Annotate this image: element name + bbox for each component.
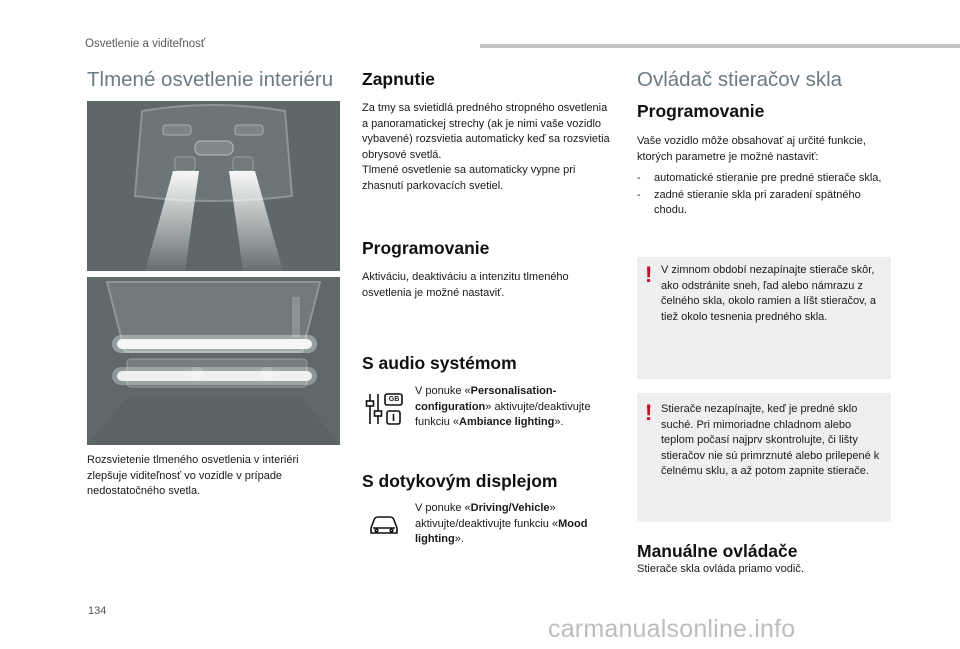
programovanie-heading-right: Programovanie: [637, 101, 765, 121]
warning-icon: !: [645, 400, 653, 425]
touch-heading: S dotykovým displejom: [362, 471, 558, 491]
audio-heading: S audio systémom: [362, 353, 517, 373]
warning-text-winter: V zimnom období nezapínajte stierače skôr, ako odstránite sneh, ľad alebo námrazu z čelného skla, okolo ramien a líšt stieračov, a tiež okolo tesnenia predného skla.: [661, 264, 877, 323]
roof-light-illustration: [87, 277, 340, 445]
programovanie-list: [637, 171, 887, 220]
watermark: carmanualsonline.info: [548, 615, 796, 643]
warning-box-winter: [637, 257, 891, 379]
roof-light-photo: [87, 277, 340, 445]
audio-menu-name: Personalisation-configuration: [415, 385, 557, 413]
manualne-heading: Manuálne ovládače: [637, 541, 798, 561]
touch-function-name: Mood lighting: [415, 517, 588, 545]
left-caption: Rozsvietenie tlmeného osvetlenia v interiéri zlepšuje viditeľnosť vo vozidle v prípade nedostatočného svetla.: [87, 454, 299, 497]
right-title: Ovládač stieračov skla: [637, 68, 843, 91]
programovanie-text-right: Vaše vozidlo môže obsahovať aj určité funkcie, ktorých parametre je možné nastaviť:: [637, 135, 866, 163]
header-rule: [480, 44, 960, 48]
page-number: 134: [88, 605, 107, 617]
audio-text-mid: » aktivujte/deaktivujte funkciu «: [415, 400, 591, 428]
touch-text-pre: V ponuke «: [415, 502, 471, 514]
audio-text-post: ».: [554, 416, 564, 428]
audio-text-pre: V ponuke «: [415, 385, 471, 397]
warning-box-dry: [637, 393, 891, 522]
list-item: - automatické stieranie pre predné stierače skla,: [637, 171, 887, 187]
warning-text-dry: Stierače nezapínajte, keď je predné sklo suché. Pri mimoriadne chladnom alebo teplom počasí najprv skontrolujte, či lišty stieračov nie sú primrznuté alebo prilepené k čelnému sklu, a až potom zapnite stierače.: [661, 403, 880, 477]
running-header: Osvetlenie a viditeľnosť: [85, 38, 206, 50]
touch-text-mid: » aktivujte/deaktivujte funkciu «: [415, 502, 559, 530]
left-title: Tlmené osvetlenie interiéru: [87, 68, 334, 91]
audio-icon-badge: GB: [388, 396, 400, 403]
programovanie-text-mid: Aktiváciu, deaktiváciu a intenzitu tlmeného osvetlenia je možné nastaviť.: [362, 271, 569, 299]
zapnutie-heading: Zapnutie: [362, 69, 435, 89]
list-item: - zadné stieranie skla pri zaradení spätného chodu.: [637, 188, 887, 219]
touch-text-post: ».: [454, 533, 464, 545]
warning-icon: !: [645, 262, 653, 287]
programovanie-heading-mid: Programovanie: [362, 238, 490, 258]
touch-menu-name: Driving/Vehicle: [470, 502, 550, 514]
manualne-text: Stierače skla ovláda priamo vodič.: [637, 563, 804, 575]
audio-settings-icon: [365, 391, 405, 427]
touch-text: [415, 501, 610, 548]
ceiling-light-photo: [87, 101, 340, 271]
audio-function-name: Ambiance lighting: [459, 416, 555, 428]
zapnutie-text: Za tmy sa svietidlá predného stropného osvetlenia a panoramatickej strechy (ak je nimi vaše vozidlo vybavené) rozsvietia automaticky keď sa rozsvietia obrysové svetlá. Tlmené osvetlenie sa automaticky vypne pri zhasnutí parkovacích svetiel.: [362, 102, 610, 192]
ceiling-light-illustration: [87, 101, 340, 271]
audio-text: [415, 384, 610, 431]
car-icon: [368, 512, 400, 538]
